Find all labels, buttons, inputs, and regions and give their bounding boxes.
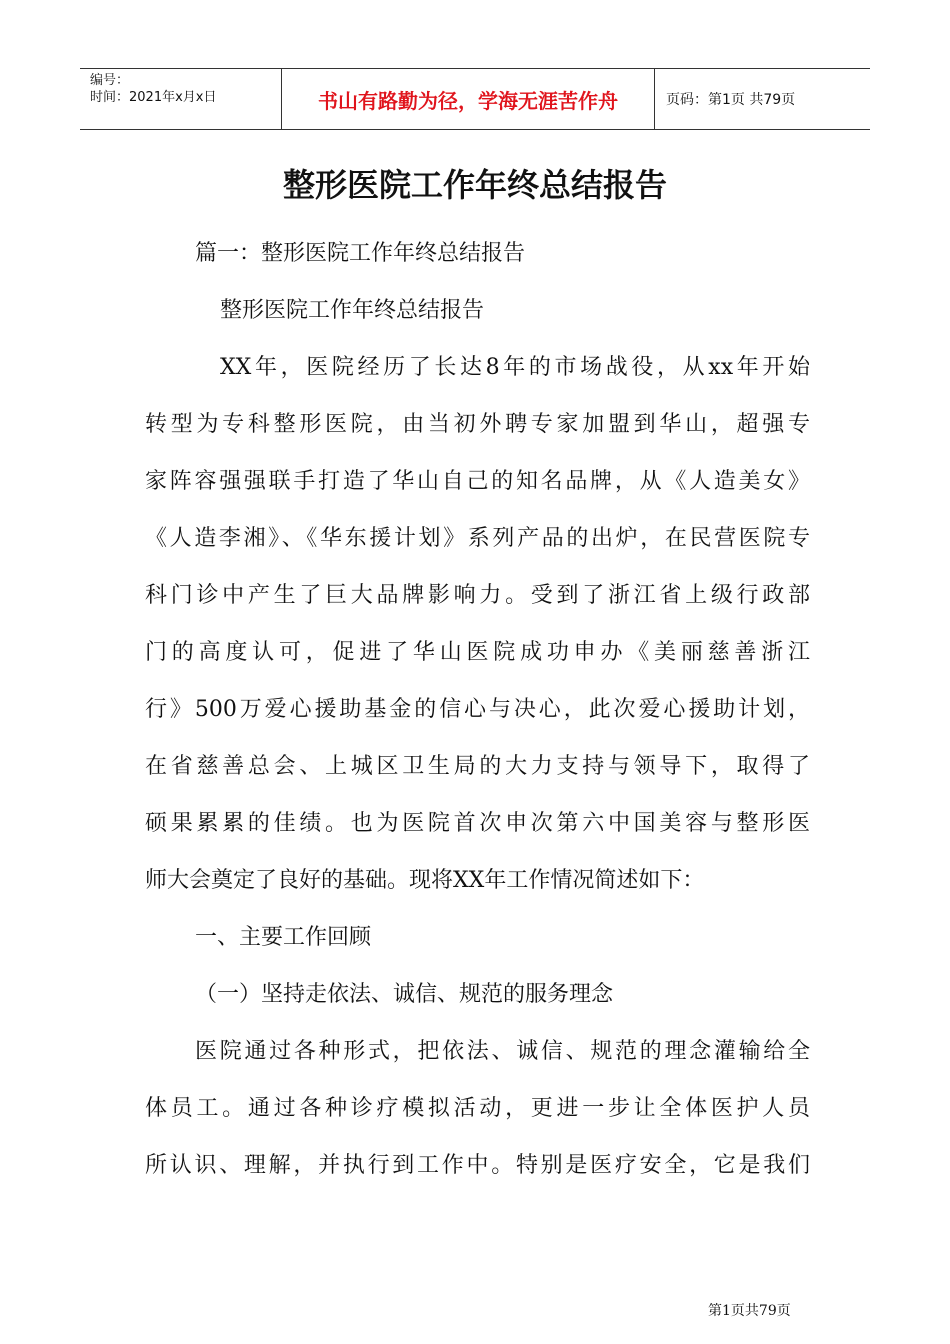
subsection-heading: （一）坚持走依法、诚信、规范的服务理念 bbox=[195, 982, 614, 1007]
body-line: XX年，医院经历了长达8年的市场战役，从xx年开始 bbox=[220, 355, 810, 380]
header-number-label: 编号： bbox=[90, 73, 130, 88]
section-heading: 一、主要工作回顾 bbox=[195, 925, 372, 950]
header-motto: 书山有路勤为径，学海无涯苦作舟 bbox=[281, 69, 655, 129]
body-line: 科门诊中产生了巨大品牌影响力。受到了浙江省上级行政部 bbox=[145, 583, 810, 608]
document-body bbox=[145, 225, 810, 1194]
body-line: 转型为专科整形医院，由当初外聘专家加盟到华山，超强专 bbox=[145, 412, 810, 437]
body-line: 篇一：整形医院工作年终总结报告 bbox=[195, 241, 526, 266]
page-header bbox=[80, 68, 870, 130]
page-footer: 第1页共79页 bbox=[708, 1303, 791, 1319]
body-line: 硕果累累的佳绩。也为医院首次申次第六中国美容与整形医 bbox=[145, 811, 810, 836]
body-line: 门的高度认可，促进了华山医院成功申办《美丽慈善浙江 bbox=[145, 640, 810, 665]
body-line: 体员工。通过各种诊疗模拟活动，更进一步让全体医护人员 bbox=[145, 1096, 810, 1121]
body-line: 医院通过各种形式，把依法、诚信、规范的理念灌输给全 bbox=[195, 1039, 810, 1064]
body-line: 《人造李湘》、《华东援计划》系列产品的出炉，在民营医院专 bbox=[145, 526, 810, 551]
document-title: 整形医院工作年终总结报告 bbox=[282, 166, 667, 204]
header-page-info: 页码：第1页 共79页 bbox=[666, 92, 796, 108]
body-line: 家阵容强强联手打造了华山自己的知名品牌，从《人造美女》 bbox=[145, 469, 810, 494]
header-meta bbox=[90, 72, 285, 106]
body-line: 所认识、理解，并执行到工作中。特别是医疗安全，它是我们 bbox=[145, 1153, 810, 1178]
body-line: 在省慈善总会、上城区卫生局的大力支持与领导下，取得了 bbox=[145, 754, 810, 779]
body-line: 整形医院工作年终总结报告 bbox=[220, 298, 485, 323]
body-line: 行》500万爱心援助基金的信心与决心，此次爱心援助计划， bbox=[145, 697, 810, 722]
header-date: 时间：2021年x月x日 bbox=[90, 90, 217, 105]
body-line: 师大会奠定了良好的基础。现将XX年工作情况简述如下： bbox=[145, 868, 705, 893]
